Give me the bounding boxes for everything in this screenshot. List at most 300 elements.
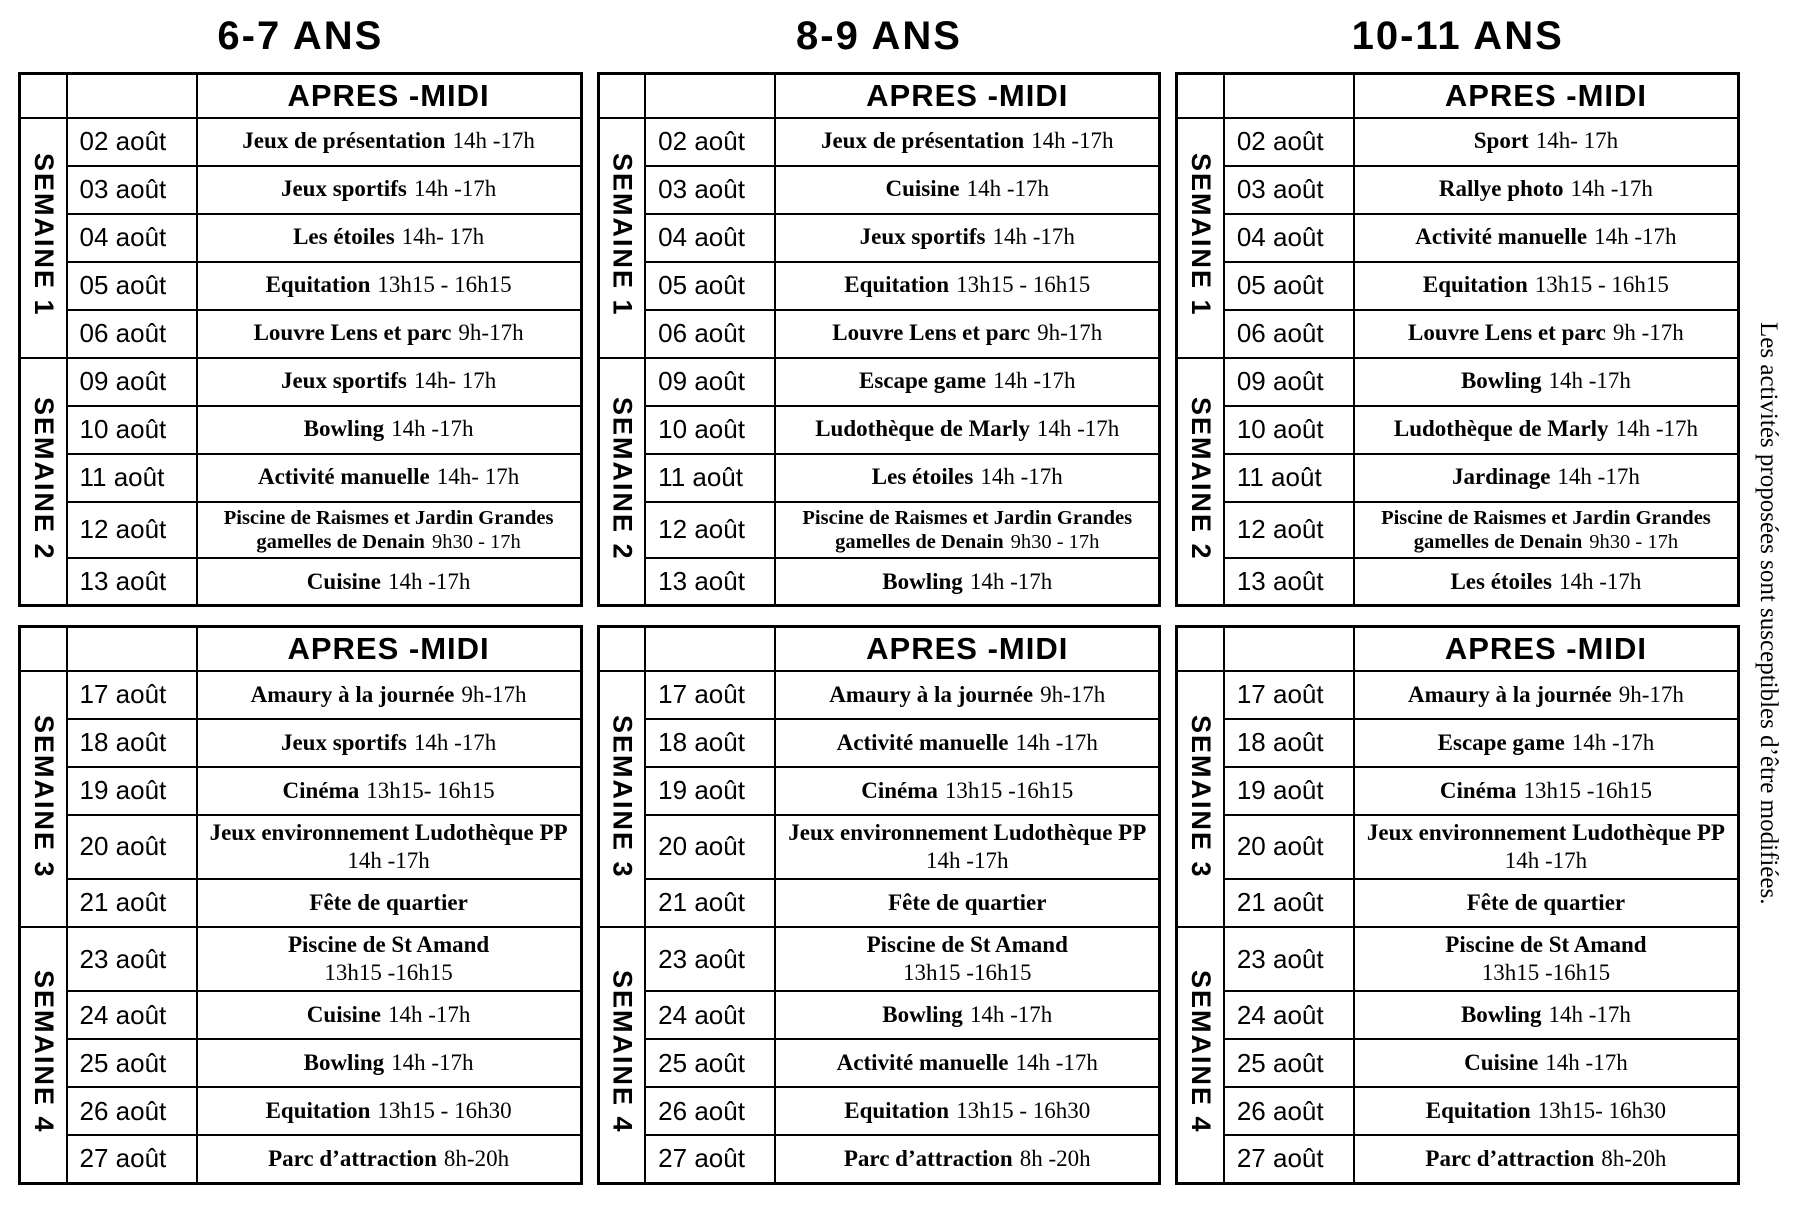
activity-name: Equitation	[265, 1098, 371, 1124]
afternoon-header: APRES -MIDI	[1354, 74, 1739, 118]
table-row	[1177, 767, 1739, 815]
activity-time: 14h -17h	[387, 1002, 471, 1028]
table-row	[20, 879, 582, 927]
week-label-cell	[1177, 358, 1224, 606]
activity-cell	[1354, 815, 1739, 879]
activity-cell	[1354, 214, 1739, 262]
age-group-title: 8-9 ANS	[796, 14, 962, 58]
date-header-spacer	[67, 74, 197, 118]
activity-time: 13h15 - 16h15	[377, 272, 512, 298]
table-row	[1177, 671, 1739, 719]
activity-name: Bowling	[882, 568, 963, 594]
activity-time: 14h -17h	[1504, 847, 1588, 873]
table-row	[1177, 558, 1739, 606]
activity-time: 14h -17h	[391, 1050, 474, 1076]
activity-name: Equitation	[844, 1098, 950, 1124]
table-row	[598, 558, 1160, 606]
activity-time: 14h -17h	[1548, 368, 1631, 394]
activity-cell	[1354, 118, 1739, 166]
activity-cell	[197, 719, 582, 767]
activity-time: 14h -17h	[1548, 1002, 1631, 1028]
activity-name: Les étoiles	[293, 224, 395, 250]
week-label-cell	[1177, 927, 1224, 1183]
week-header-spacer	[598, 74, 645, 118]
date-cell: 10 août	[67, 406, 197, 454]
activity-cell	[1354, 262, 1739, 310]
activity-time: 14h -17h	[926, 847, 1009, 873]
activity-time: 14h -17h	[1571, 729, 1655, 755]
table-header-row	[598, 74, 1160, 118]
schedule-table	[18, 72, 583, 607]
activity-name: Piscine de St Amand	[1445, 931, 1647, 957]
activity-name: Jeux sportifs	[280, 176, 407, 202]
date-cell: 18 août	[645, 719, 775, 767]
date-cell: 13 août	[67, 558, 197, 606]
activity-time: 14h -17h	[347, 847, 430, 873]
schedule-table	[18, 625, 583, 1184]
activity-time: 14h -17h	[992, 224, 1075, 250]
activity-cell	[1354, 719, 1739, 767]
date-cell: 21 août	[67, 879, 197, 927]
date-cell: 04 août	[1224, 214, 1354, 262]
date-cell: 19 août	[1224, 767, 1354, 815]
activity-name: Parc d’attraction	[1425, 1145, 1595, 1171]
activity-time: 14h- 17h	[413, 368, 497, 394]
date-cell: 02 août	[1224, 118, 1354, 166]
date-cell: 17 août	[67, 671, 197, 719]
activity-time: 14h -17h	[969, 1002, 1053, 1028]
activity-name: Jeux de présentation	[242, 128, 446, 154]
table-row	[598, 767, 1160, 815]
activity-cell	[775, 1087, 1160, 1135]
table-row	[1177, 262, 1739, 310]
activity-time: 14h -17h	[452, 128, 535, 154]
table-row	[20, 558, 582, 606]
activity-name: Louvre Lens et parc	[253, 320, 452, 346]
activity-time: 14h -17h	[1015, 1050, 1098, 1076]
table-header-row	[1177, 74, 1739, 118]
table-row	[598, 815, 1160, 879]
week-label: SEMAINE 3	[1186, 714, 1217, 879]
activity-time: 9h-17h	[458, 320, 524, 346]
activity-name: Cinéma	[861, 777, 938, 803]
activity-name: Amaury à la journée	[1407, 681, 1612, 707]
date-cell: 25 août	[1224, 1039, 1354, 1087]
activity-cell	[1354, 991, 1739, 1039]
table-row	[1177, 406, 1739, 454]
activity-name: Cuisine	[306, 568, 381, 594]
activity-cell	[1354, 767, 1739, 815]
activity-cell	[197, 927, 582, 991]
activity-cell	[1354, 358, 1739, 406]
week-label-cell	[20, 358, 67, 606]
activity-time: 14h -17h	[391, 416, 474, 442]
date-cell: 05 août	[67, 262, 197, 310]
activity-name: Activité manuelle	[257, 464, 430, 490]
date-cell: 12 août	[67, 502, 197, 558]
date-cell: 19 août	[67, 767, 197, 815]
week-label: SEMAINE 2	[28, 397, 59, 561]
table-row	[20, 166, 582, 214]
activity-cell	[775, 879, 1160, 927]
date-cell: 27 août	[67, 1135, 197, 1183]
table-row	[20, 454, 582, 502]
activity-cell	[197, 815, 582, 879]
activity-name: Equitation	[1422, 272, 1528, 298]
activity-name: Escape game	[858, 368, 987, 394]
date-cell: 23 août	[67, 927, 197, 991]
age-group-title: 10-11 ANS	[1351, 14, 1564, 58]
date-cell: 20 août	[645, 815, 775, 879]
date-cell: 17 août	[645, 671, 775, 719]
table-row	[20, 719, 582, 767]
activity-time: 14h- 17h	[401, 224, 485, 250]
table-row	[1177, 118, 1739, 166]
date-cell: 12 août	[645, 502, 775, 558]
table-row	[598, 671, 1160, 719]
activity-time: 14h -17h	[980, 464, 1063, 490]
activity-time: 13h15- 16h30	[1537, 1098, 1667, 1124]
date-cell: 18 août	[1224, 719, 1354, 767]
table-row	[598, 406, 1160, 454]
week-label-cell	[20, 927, 67, 1183]
date-cell: 06 août	[67, 310, 197, 358]
table-row	[598, 310, 1160, 358]
activity-cell	[1354, 671, 1739, 719]
date-cell: 10 août	[645, 406, 775, 454]
week-header-spacer	[20, 627, 67, 671]
activity-name: Ludothèque de Marly	[815, 416, 1030, 442]
activity-cell	[197, 767, 582, 815]
date-cell: 13 août	[1224, 558, 1354, 606]
table-row	[20, 502, 582, 558]
activity-cell	[1354, 310, 1739, 358]
activity-time: 14h -17h	[413, 176, 497, 202]
table-row	[20, 991, 582, 1039]
activity-cell	[1354, 1039, 1739, 1087]
activity-cell	[197, 358, 582, 406]
table-header-row	[598, 627, 1160, 671]
table-row	[20, 927, 582, 991]
date-cell: 24 août	[67, 991, 197, 1039]
date-cell: 04 août	[645, 214, 775, 262]
table-row	[598, 166, 1160, 214]
date-header-spacer	[645, 627, 775, 671]
activity-time: 14h -17h	[993, 368, 1076, 394]
activity-cell	[197, 502, 582, 558]
date-cell: 03 août	[645, 166, 775, 214]
table-row	[1177, 879, 1739, 927]
activity-time: 14h -17h	[1031, 128, 1114, 154]
table-row	[1177, 358, 1739, 406]
table-row	[20, 118, 582, 166]
week-header-spacer	[598, 627, 645, 671]
activity-name: Louvre Lens et parc	[832, 320, 1031, 346]
activity-name: Activité manuelle	[1415, 224, 1588, 250]
table-row	[1177, 166, 1739, 214]
date-cell: 04 août	[67, 214, 197, 262]
date-cell: 11 août	[67, 454, 197, 502]
activity-time: 14h -17h	[1545, 1050, 1628, 1076]
activity-time: 14h -17h	[413, 729, 497, 755]
disclaimer-vertical-text: Les activités proposées sont susceptibles d’être modifiées.	[1755, 322, 1782, 905]
activity-time: 8h-20h	[443, 1145, 510, 1171]
activity-time: 14h -17h	[1015, 729, 1098, 755]
week-label: SEMAINE 1	[28, 153, 59, 317]
date-cell: 26 août	[645, 1087, 775, 1135]
activity-name: Equitation	[1425, 1098, 1531, 1124]
age-group	[597, 8, 1162, 1219]
activity-time: 9h30 - 17h	[1010, 530, 1100, 553]
activity-time: 9h-17h	[1040, 681, 1106, 707]
table-row	[20, 815, 582, 879]
activity-time: 14h -17h	[1559, 568, 1642, 594]
activity-cell	[775, 1135, 1160, 1183]
date-header-spacer	[67, 627, 197, 671]
activity-name: Activité manuelle	[836, 729, 1009, 755]
activity-name: Equitation	[265, 272, 371, 298]
table-row	[598, 1039, 1160, 1087]
activity-name: Piscine de Raismes et Jardin Grandes gamelles de Denain	[223, 506, 554, 553]
activity-name: Louvre Lens et parc	[1408, 320, 1606, 346]
date-cell: 11 août	[1224, 454, 1354, 502]
activity-name: Cuisine	[885, 176, 960, 202]
week-label-cell	[598, 671, 645, 927]
activity-name: Fête de quartier	[1466, 889, 1626, 915]
table-row	[1177, 1087, 1739, 1135]
activity-cell	[197, 406, 582, 454]
activity-cell	[775, 166, 1160, 214]
schedule-table	[1175, 625, 1740, 1184]
date-cell: 03 août	[1224, 166, 1354, 214]
table-row	[20, 406, 582, 454]
date-cell: 23 août	[645, 927, 775, 991]
activity-cell	[1354, 927, 1739, 991]
date-header-spacer	[1224, 74, 1354, 118]
activity-cell	[775, 991, 1160, 1039]
week-label-cell	[598, 927, 645, 1183]
date-cell: 23 août	[1224, 927, 1354, 991]
table-row	[20, 671, 582, 719]
activity-cell	[1354, 879, 1739, 927]
activity-cell	[775, 502, 1160, 558]
date-cell: 09 août	[67, 358, 197, 406]
date-cell: 06 août	[645, 310, 775, 358]
week-label: SEMAINE 3	[607, 714, 638, 879]
activity-time: 14h- 17h	[436, 464, 520, 490]
table-row	[1177, 719, 1739, 767]
week-label: SEMAINE 1	[607, 153, 638, 317]
date-cell: 09 août	[1224, 358, 1354, 406]
activity-time: 13h15 -16h15	[1481, 960, 1611, 986]
age-group	[1175, 8, 1740, 1219]
activity-cell	[775, 310, 1160, 358]
activity-cell	[775, 262, 1160, 310]
date-cell: 20 août	[1224, 815, 1354, 879]
date-cell: 02 août	[67, 118, 197, 166]
activity-cell	[197, 991, 582, 1039]
date-cell: 09 août	[645, 358, 775, 406]
activity-time: 13h15 -16h15	[944, 777, 1074, 803]
activity-name: Jeux sportifs	[280, 729, 407, 755]
table-row	[20, 358, 582, 406]
activity-name: Piscine de Raismes et Jardin Grandes gamelles de Denain	[802, 506, 1133, 553]
activity-name: Les étoiles	[1450, 568, 1552, 594]
activity-cell	[197, 214, 582, 262]
activity-name: Jeux sportifs	[859, 224, 986, 250]
date-cell: 26 août	[67, 1087, 197, 1135]
age-group-columns	[18, 8, 1740, 1219]
activity-time: 9h-17h	[1618, 681, 1684, 707]
activity-time: 14h -17h	[966, 176, 1050, 202]
schedule-table	[1175, 72, 1740, 607]
age-group-title: 6-7 ANS	[217, 14, 384, 58]
week-header-spacer	[1177, 627, 1224, 671]
activity-cell	[775, 815, 1160, 879]
activity-name: Equitation	[844, 272, 950, 298]
table-row	[20, 214, 582, 262]
activity-name: Activité manuelle	[836, 1050, 1009, 1076]
activity-cell	[1354, 558, 1739, 606]
activity-cell	[1354, 1087, 1739, 1135]
table-row	[1177, 310, 1739, 358]
table-row	[1177, 815, 1739, 879]
activity-time: 9h30 - 17h	[1589, 530, 1679, 553]
activity-name: Piscine de Raismes et Jardin Grandes gamelles de Denain	[1381, 506, 1711, 553]
activity-name: Cinéma	[1439, 777, 1517, 803]
activity-name: Piscine de St Amand	[866, 931, 1068, 957]
date-cell: 27 août	[645, 1135, 775, 1183]
date-cell: 02 août	[645, 118, 775, 166]
activity-name: Bowling	[303, 416, 385, 442]
date-cell: 21 août	[1224, 879, 1354, 927]
table-row	[20, 1039, 582, 1087]
table-header-row	[20, 74, 582, 118]
activity-name: Bowling	[303, 1050, 385, 1076]
week-label-cell	[598, 358, 645, 606]
week-label: SEMAINE 3	[28, 714, 59, 879]
date-cell: 26 août	[1224, 1087, 1354, 1135]
table-row	[598, 262, 1160, 310]
table-row	[598, 1087, 1160, 1135]
date-cell: 05 août	[1224, 262, 1354, 310]
activity-name: Bowling	[1460, 1002, 1542, 1028]
activity-cell	[197, 558, 582, 606]
activity-name: Cuisine	[306, 1002, 381, 1028]
activity-time: 8h -20h	[1019, 1145, 1091, 1171]
activity-cell	[197, 671, 582, 719]
afternoon-header: APRES -MIDI	[775, 627, 1160, 671]
week-label: SEMAINE 4	[607, 970, 638, 1135]
date-cell: 18 août	[67, 719, 197, 767]
date-cell: 05 août	[645, 262, 775, 310]
activity-cell	[775, 558, 1160, 606]
activity-time: 14h- 17h	[1535, 128, 1619, 154]
date-cell: 17 août	[1224, 671, 1354, 719]
date-cell: 24 août	[645, 991, 775, 1039]
activity-cell	[775, 671, 1160, 719]
activity-cell	[1354, 454, 1739, 502]
week-label-cell	[20, 118, 67, 358]
table-row	[20, 1135, 582, 1183]
activity-time: 14h -17h	[1036, 416, 1120, 442]
activity-name: Jeux environnement Ludothèque PP	[788, 819, 1147, 845]
table-row	[598, 454, 1160, 502]
date-cell: 12 août	[1224, 502, 1354, 558]
afternoon-header: APRES -MIDI	[775, 74, 1160, 118]
activity-time: 13h15 - 16h15	[956, 272, 1091, 298]
age-group	[18, 8, 583, 1219]
activity-name: Jardinage	[1452, 464, 1551, 490]
activity-cell	[1354, 406, 1739, 454]
week-label: SEMAINE 1	[1186, 153, 1217, 317]
table-header-row	[1177, 627, 1739, 671]
table-row	[1177, 927, 1739, 991]
activity-time: 14h -17h	[1615, 416, 1698, 442]
date-cell: 19 août	[645, 767, 775, 815]
activity-time: 13h15- 16h15	[366, 777, 495, 803]
table-row	[1177, 991, 1739, 1039]
activity-name: Ludothèque de Marly	[1393, 416, 1609, 442]
table-row	[20, 767, 582, 815]
activity-cell	[197, 1135, 582, 1183]
table-row	[598, 1135, 1160, 1183]
activity-cell	[197, 262, 582, 310]
activity-time: 14h -17h	[969, 568, 1053, 594]
activity-time: 13h15 -16h15	[324, 960, 453, 986]
activity-time: 14h -17h	[1557, 464, 1640, 490]
week-label-cell	[1177, 118, 1224, 358]
schedule-table	[597, 625, 1162, 1184]
activity-cell	[197, 1039, 582, 1087]
activity-cell	[197, 1087, 582, 1135]
date-cell: 21 août	[645, 879, 775, 927]
activity-name: Escape game	[1437, 729, 1565, 755]
afternoon-header: APRES -MIDI	[197, 74, 582, 118]
week-label-cell	[598, 118, 645, 358]
activity-time: 9h-17h	[461, 681, 527, 707]
activity-time: 13h15 -16h15	[1523, 777, 1652, 803]
activity-name: Parc d’attraction	[268, 1145, 437, 1171]
activity-name: Sport	[1473, 128, 1529, 154]
activity-cell	[1354, 166, 1739, 214]
table-row	[598, 991, 1160, 1039]
activity-name: Jeux sportifs	[280, 368, 407, 394]
activity-cell	[775, 719, 1160, 767]
date-cell: 25 août	[645, 1039, 775, 1087]
activity-name: Bowling	[1460, 368, 1542, 394]
activity-cell	[197, 166, 582, 214]
activity-time: 9h-17h	[1037, 320, 1103, 346]
activity-name: Bowling	[882, 1002, 963, 1028]
activity-cell	[775, 454, 1160, 502]
activity-name: Cinéma	[282, 777, 360, 803]
activity-name: Amaury à la journée	[250, 681, 455, 707]
activity-name: Fête de quartier	[309, 889, 468, 915]
activity-time: 13h15 - 16h15	[1534, 272, 1669, 298]
table-row	[598, 719, 1160, 767]
activity-cell	[197, 454, 582, 502]
table-row	[598, 358, 1160, 406]
afternoon-header: APRES -MIDI	[197, 627, 582, 671]
date-cell: 10 août	[1224, 406, 1354, 454]
table-row	[598, 927, 1160, 991]
activity-time: 13h15 -16h15	[903, 960, 1032, 986]
table-row	[20, 262, 582, 310]
table-row	[598, 502, 1160, 558]
week-header-spacer	[20, 74, 67, 118]
activity-cell	[775, 358, 1160, 406]
